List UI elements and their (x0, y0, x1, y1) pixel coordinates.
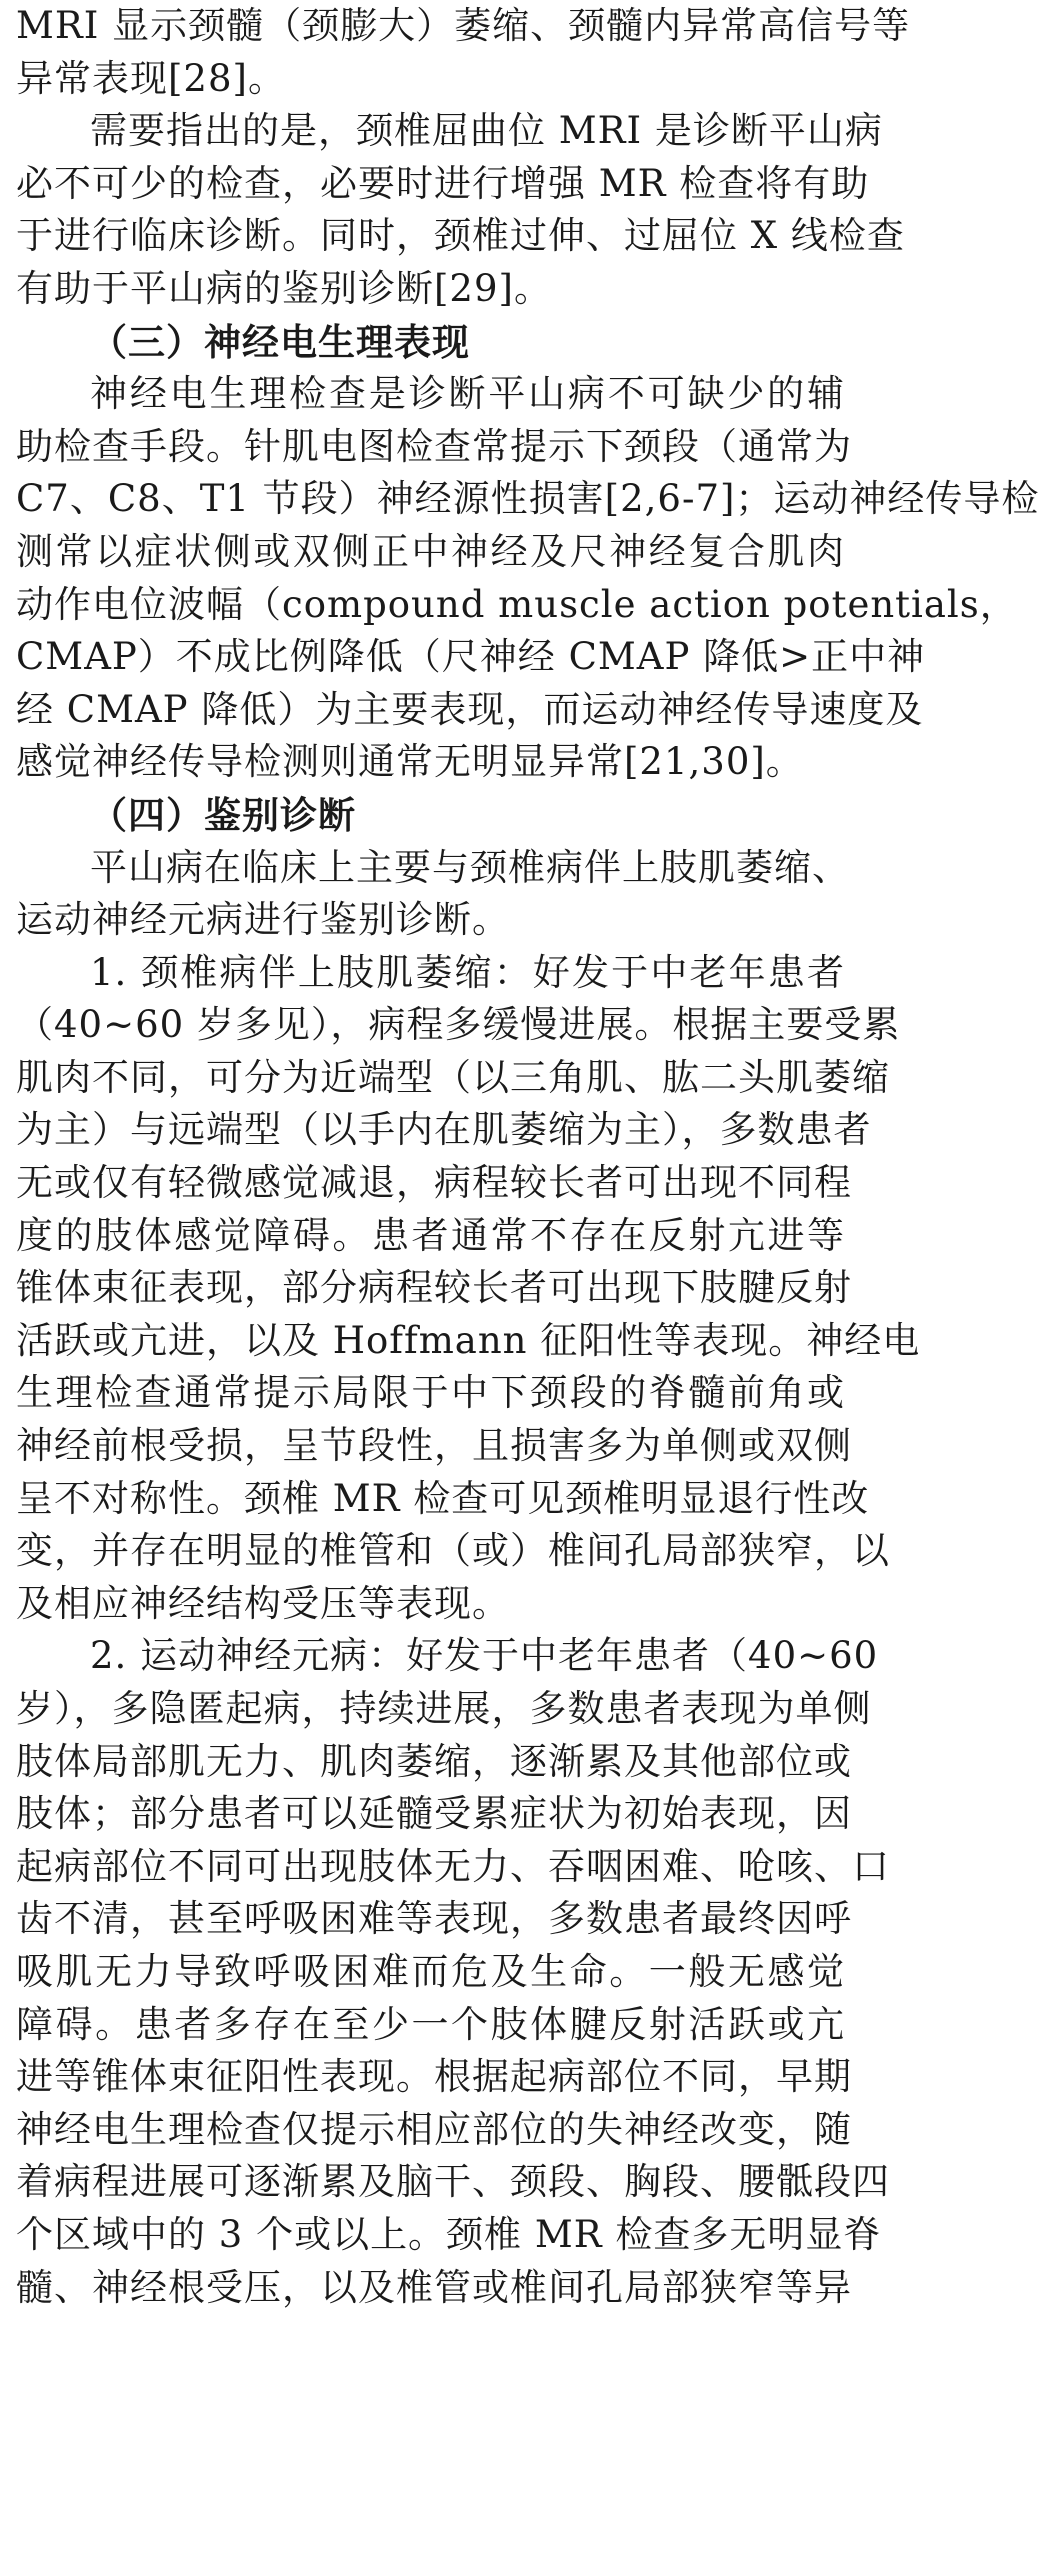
text-line: 有助于平山病的鉴别诊断[29]。 (16, 266, 552, 310)
text-line: 经 CMAP 降低）为主要表现，而运动神经传导速度及 (16, 687, 924, 731)
text-line: 为主）与远端型（以手内在肌萎缩为主），多数患者 (16, 1108, 872, 1152)
text-line: 需要指出的是，颈椎屈曲位 MRI 是诊断平山病 (90, 109, 883, 153)
section-heading: （三）神经电生理表现 (90, 319, 470, 364)
text-line: 着病程进展可逐渐累及脑干、颈段、胸段、腰骶段四 (16, 2160, 890, 2204)
text-line: 起病部位不同可出现肢体无力、吞咽困难、呛咳、口 (16, 1844, 890, 1888)
text-line: 运动神经元病进行鉴别诊断。 (16, 898, 510, 942)
text-line: 1. 颈椎病伴上肢肌萎缩：好发于中老年患者 (90, 950, 845, 994)
text-line: 生理检查通常提示局限于中下颈段的脊髓前角或 (16, 1371, 845, 1415)
text-line: 动作电位波幅（compound muscle action potentials， (16, 582, 1018, 626)
text-line: 障碍。患者多存在至少一个肢体腱反射活跃或亢 (16, 2002, 845, 2046)
text-line: 髓、神经根受压，以及椎管或椎间孔局部狭窄等异 (16, 2265, 852, 2309)
text-line: 异常表现[28]。 (16, 56, 286, 100)
text-line: 于进行临床诊断。同时，颈椎过伸、过屈位 X 线检查 (16, 214, 905, 258)
text-line: 感觉神经传导检测则通常无明显异常[21,30]。 (16, 740, 804, 784)
text-line: CMAP）不成比例降低（尺神经 CMAP 降低>正中神 (16, 635, 926, 679)
text-line: 及相应神经结构受压等表现。 (16, 1581, 510, 1625)
section-heading: （四）鉴别诊断 (90, 792, 356, 837)
text-line: 进等锥体束征阳性表现。根据起病部位不同，早期 (16, 2055, 852, 2099)
text-line: 度的肢体感觉障碍。患者通常不存在反射亢进等 (16, 1213, 845, 1257)
text-line: 肢体局部肌无力、肌肉萎缩，逐渐累及其他部位或 (16, 1739, 852, 1783)
text-line: 测常以症状侧或双侧正中神经及尺神经复合肌肉 (16, 529, 845, 573)
text-line: 2. 运动神经元病：好发于中老年患者（40~60 (90, 1634, 879, 1678)
text-line: 个区域中的 3 个或以上。颈椎 MR 检查多无明显脊 (16, 2212, 882, 2256)
text-line: 肌肉不同，可分为近端型（以三角肌、肱二头肌萎缩 (16, 1055, 890, 1099)
text-line: MRI 显示颈髓（颈膨大）萎缩、颈髓内异常高信号等 (16, 4, 911, 47)
text-line: 活跃或亢进，以及 Hoffmann 征阳性等表现。神经电 (16, 1318, 921, 1362)
text-line: 肢体；部分患者可以延髓受累症状为初始表现，因 (16, 1792, 852, 1836)
text-line: 岁），多隐匿起病，持续进展，多数患者表现为单侧 (16, 1687, 872, 1730)
text-line: C7、C8、T1 节段）神经源性损害[2,6-7]；运动神经传导检 (16, 477, 1039, 521)
text-line: 必不可少的检查，必要时进行增强 MR 检查将有助 (16, 161, 870, 205)
text-line: 呈不对称性。颈椎 MR 检查可见颈椎明显退行性改 (16, 1476, 870, 1520)
text-line: 神经电生理检查仅提示相应部位的失神经改变，随 (16, 2107, 852, 2151)
text-line: （40~60 岁多见），病程多缓慢进展。根据主要受累 (16, 1003, 901, 1047)
text-line: 锥体束征表现，部分病程较长者可出现下肢腱反射 (16, 1266, 852, 1310)
text-line: 平山病在临床上主要与颈椎病伴上肢肌萎缩、 (90, 845, 850, 889)
text-line: 变，并存在明显的椎管和（或）椎间孔局部狭窄，以 (16, 1529, 890, 1573)
text-line: 吸肌无力导致呼吸困难而危及生命。一般无感觉 (16, 1949, 845, 1993)
text-line: 神经电生理检查是诊断平山病不可缺少的辅 (90, 372, 845, 416)
text-line: 无或仅有轻微感觉减退，病程较长者可出现不同程 (16, 1161, 852, 1205)
text-line: 神经前根受损，呈节段性，且损害多为单侧或双侧 (16, 1424, 852, 1468)
text-line: 齿不清，甚至呼吸困难等表现，多数患者最终因呼 (16, 1897, 852, 1941)
text-line: 助检查手段。针肌电图检查常提示下颈段（通常为 (16, 424, 852, 468)
